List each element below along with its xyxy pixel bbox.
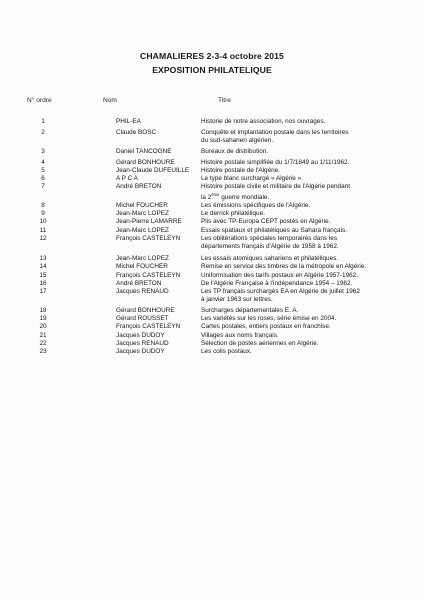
row-title-line: Remise en service des timbres de la métropole en Algérie. [201, 263, 367, 271]
row-name: Gérard BONHOURE [116, 158, 175, 166]
row-title-line: Historie de notre association, nos ouvrages. [201, 118, 326, 125]
row-name: François CASTELEYN [116, 271, 181, 279]
row-title-line: Les émissions spécifiques de l'Algérie. [201, 202, 311, 210]
table-row [0, 255, 424, 263]
row-name: Michel FOUCHER [116, 263, 168, 271]
table-row [0, 307, 424, 315]
row-name: François CASTELEYN [116, 234, 181, 242]
row-number: 1 [41, 118, 45, 125]
row-title-line: Histoire postale civile et militaire de l'Algérie pendant [201, 183, 350, 191]
row-number: 7 [41, 183, 45, 191]
row-title [201, 288, 413, 304]
row-number: 20 [39, 323, 47, 331]
row-title [201, 129, 413, 145]
document-subtitle: EXPOSITION PHILATELIQUE [152, 65, 272, 75]
row-title [201, 183, 413, 202]
row-title [201, 167, 413, 175]
row-number: 21 [39, 331, 47, 339]
table-row [0, 210, 424, 218]
row-title-line: Les colis postaux. [201, 347, 252, 355]
row-number: 11 [39, 226, 47, 234]
row-title-line: Les oblitérations spéciales temporaires dans les [201, 234, 338, 242]
row-name: Jacques RENAUD [116, 339, 169, 347]
table-row [0, 323, 424, 331]
table-row [0, 183, 424, 202]
table-row [0, 272, 424, 280]
row-name: André BRETON [116, 183, 162, 191]
row-title-line: du sud-saharien algérien. [201, 136, 274, 144]
column-header-nom: Nom [103, 97, 117, 104]
row-title [201, 263, 413, 271]
title-text: la 2 [201, 194, 212, 202]
row-title-line: Histoire postale de l'Algérie. [201, 166, 281, 174]
row-title-line: Uniformisation des tarifs postaux en Algérie 1957-1962. [201, 271, 359, 279]
row-title [201, 272, 413, 280]
row-title-line: Sélection de postes aériennes en Algérie. [201, 339, 319, 347]
row-name: Jean-Marc LOPEZ [116, 210, 169, 218]
row-name: Jean-Pierre LAMARRE [116, 218, 182, 226]
row-number: 23 [39, 347, 47, 355]
table-row [0, 167, 424, 175]
row-title-line: Plis avec TP-Europa CEPT postés en Algérie. [201, 218, 331, 226]
row-number: 4 [41, 158, 45, 166]
row-number: 22 [39, 339, 47, 347]
table-row [0, 263, 424, 271]
row-title [201, 323, 413, 331]
row-title-line: De l'Algérie Française à l'indépendance 1954 – 1962. [201, 279, 353, 287]
row-number: 17 [39, 287, 47, 295]
row-title [201, 227, 413, 235]
row-title [201, 118, 413, 126]
row-number: 19 [39, 315, 47, 323]
row-name: André BRETON [116, 279, 162, 287]
row-title [201, 280, 413, 288]
table-row [0, 118, 424, 126]
row-title-line: Villages aux noms français. [201, 331, 279, 339]
row-title-line: Essais spatiaux et philatéliques au Sahara français. [201, 226, 348, 234]
row-name: Jean-Marc LOPEZ [116, 255, 169, 263]
row-number: 2 [41, 128, 45, 136]
row-title [201, 340, 413, 348]
table-row [0, 315, 424, 323]
row-title-line: Le derrick philatélique. [201, 210, 265, 218]
table-row [0, 235, 424, 251]
row-name: Jean-Marc LOPEZ [116, 226, 169, 234]
exhibit-list [0, 118, 424, 356]
row-title [201, 235, 413, 251]
row-title [201, 175, 413, 183]
row-title [201, 332, 413, 340]
row-title-line [201, 191, 413, 202]
table-row [0, 159, 424, 167]
table-row [0, 202, 424, 210]
row-number: 6 [41, 174, 45, 182]
row-name: A P C A [116, 174, 138, 182]
row-number: 18 [39, 306, 47, 314]
row-name: Jacques DUDOY [116, 331, 165, 339]
title-text: guerre mondiale. [219, 194, 270, 202]
row-name: PHIL-EA [116, 118, 141, 125]
row-number: 3 [41, 147, 45, 155]
row-name: François CASTELEYN [116, 323, 181, 331]
row-name: Daniel TANCOGNE [116, 147, 172, 155]
table-row [0, 148, 424, 156]
row-number: 15 [39, 271, 47, 279]
row-name: Gérard BONHOURE [116, 306, 175, 314]
row-name: Gérard ROUSSET [116, 315, 169, 323]
row-title-line: à janvier 1963 sur lettres. [201, 296, 273, 304]
row-number: 8 [41, 202, 45, 210]
row-title-line: Le type blanc surchargé « Algérie ». [201, 174, 303, 182]
table-row [0, 129, 424, 145]
row-title [201, 348, 413, 356]
row-title [201, 218, 413, 226]
row-number: 12 [39, 234, 47, 242]
row-title-line: Bureaux de distribution. [201, 147, 269, 155]
row-title-line: Cartes postales, entiers postaux en franchise. [201, 323, 331, 331]
row-title-line: Les essais atomiques sahariens et philatéliques. [201, 255, 339, 263]
row-number: 5 [41, 166, 45, 174]
row-title [201, 159, 413, 167]
row-name: Jean-Claude DUFEUILLE [116, 166, 190, 174]
row-number: 14 [39, 263, 47, 271]
table-row [0, 332, 424, 340]
row-title [201, 148, 413, 156]
row-title-line: Les variétés sur les roses, série émise en 2004. [201, 315, 337, 323]
row-title-line: Conquête et implantation postale dans les territoires [201, 128, 349, 136]
row-number: 9 [41, 210, 45, 218]
document-title: CHAMALIERES 2-3-4 octobre 2015 [140, 51, 284, 61]
row-title-line: Histoire postale simplifiée du 1/7/1849 au 1/11/1962. [201, 158, 350, 166]
row-name: Michel FOUCHER [116, 202, 168, 210]
row-title-line: Surcharges départementales E. A. [201, 306, 299, 314]
row-title [201, 202, 413, 210]
row-title [201, 307, 413, 315]
superscript: ème [211, 192, 220, 198]
row-name: Jacques RENAUD [116, 287, 169, 295]
table-row [0, 288, 424, 304]
table-row [0, 280, 424, 288]
table-row [0, 348, 424, 356]
row-title-line: départements français d'Algérie de 1958 à 1962. [201, 243, 339, 251]
table-row [0, 227, 424, 235]
row-name: Jacques DUDOY [116, 347, 165, 355]
row-number: 13 [39, 255, 47, 263]
row-title [201, 255, 413, 263]
row-title [201, 210, 413, 218]
table-row [0, 175, 424, 183]
row-number: 10 [39, 218, 47, 226]
row-title-line: Les TP français surchargés EA en Algérie de juillet 1962 [201, 287, 360, 295]
column-header-no: N° ordre [27, 97, 52, 104]
column-header-titre: Titre [218, 97, 231, 104]
table-row [0, 340, 424, 348]
row-name: Claude BOSC [116, 128, 157, 136]
row-title [201, 315, 413, 323]
row-number: 16 [39, 279, 47, 287]
table-row [0, 218, 424, 226]
